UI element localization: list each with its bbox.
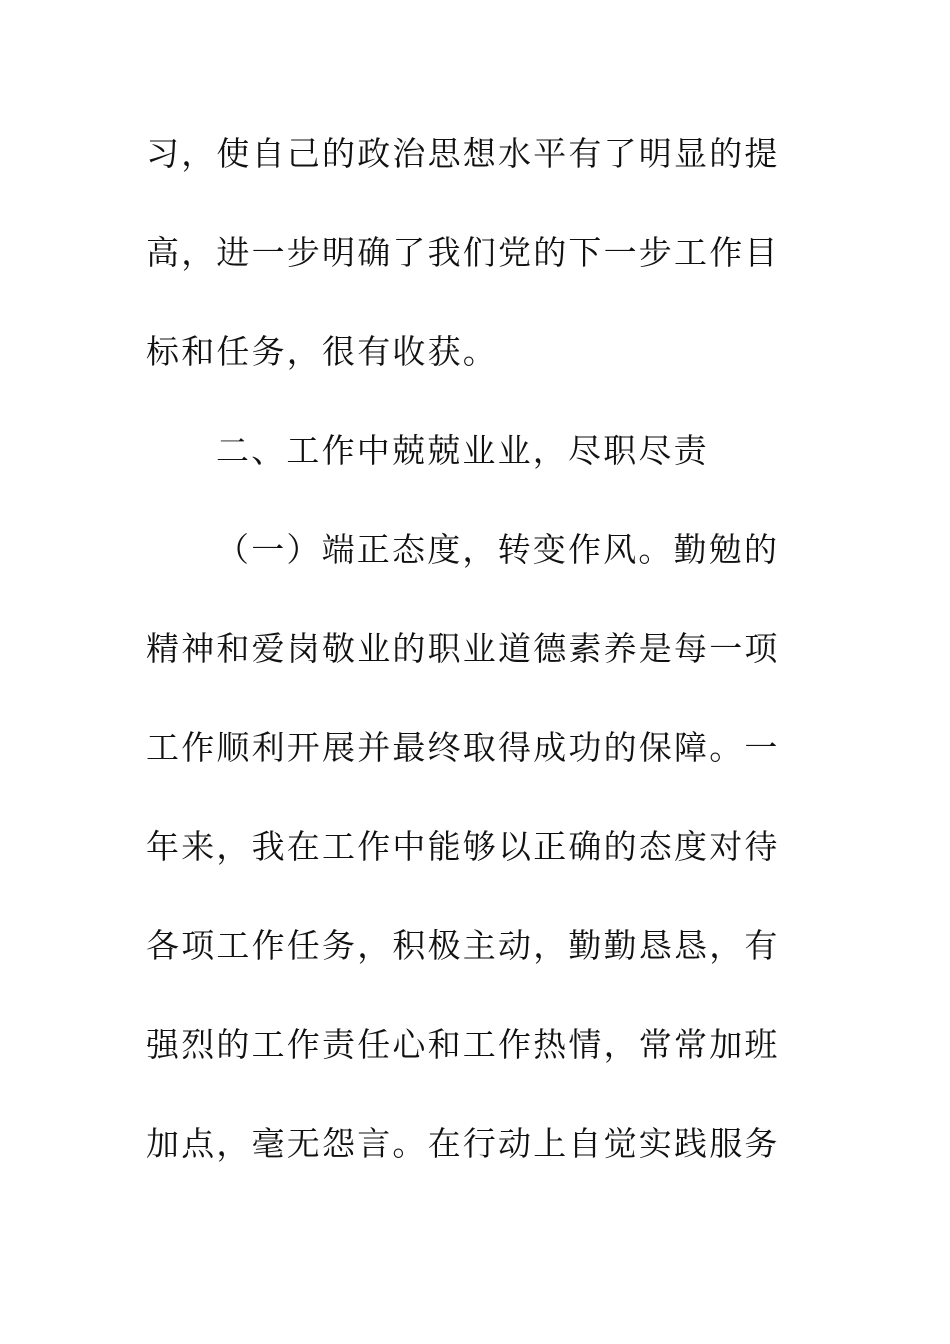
text-line: 强烈的工作责任心和工作热情，常常加班	[146, 1025, 780, 1064]
text-line: 高，进一步明确了我们党的下一步工作目	[146, 233, 780, 272]
text-line: 精神和爱岗敬业的职业道德素养是每一项	[146, 629, 780, 668]
text-line: 习，使自己的政治思想水平有了明显的提	[146, 134, 780, 173]
text-line: 标和任务，很有收获。	[146, 332, 498, 371]
body-text	[146, 128, 786, 1217]
text-line: 各项工作任务，积极主动，勤勤恳恳，有	[146, 926, 780, 965]
text-line: 加点，毫无怨言。在行动上自觉实践服务	[146, 1124, 780, 1163]
subsection-heading-line: （一）端正态度，转变作风。勤勉的	[216, 530, 780, 569]
section-heading: 二、工作中兢兢业业，尽职尽责	[216, 431, 709, 470]
text-line: 年来，我在工作中能够以正确的态度对待	[146, 827, 780, 866]
text-line: 工作顺利开展并最终取得成功的保障。一	[146, 728, 780, 767]
